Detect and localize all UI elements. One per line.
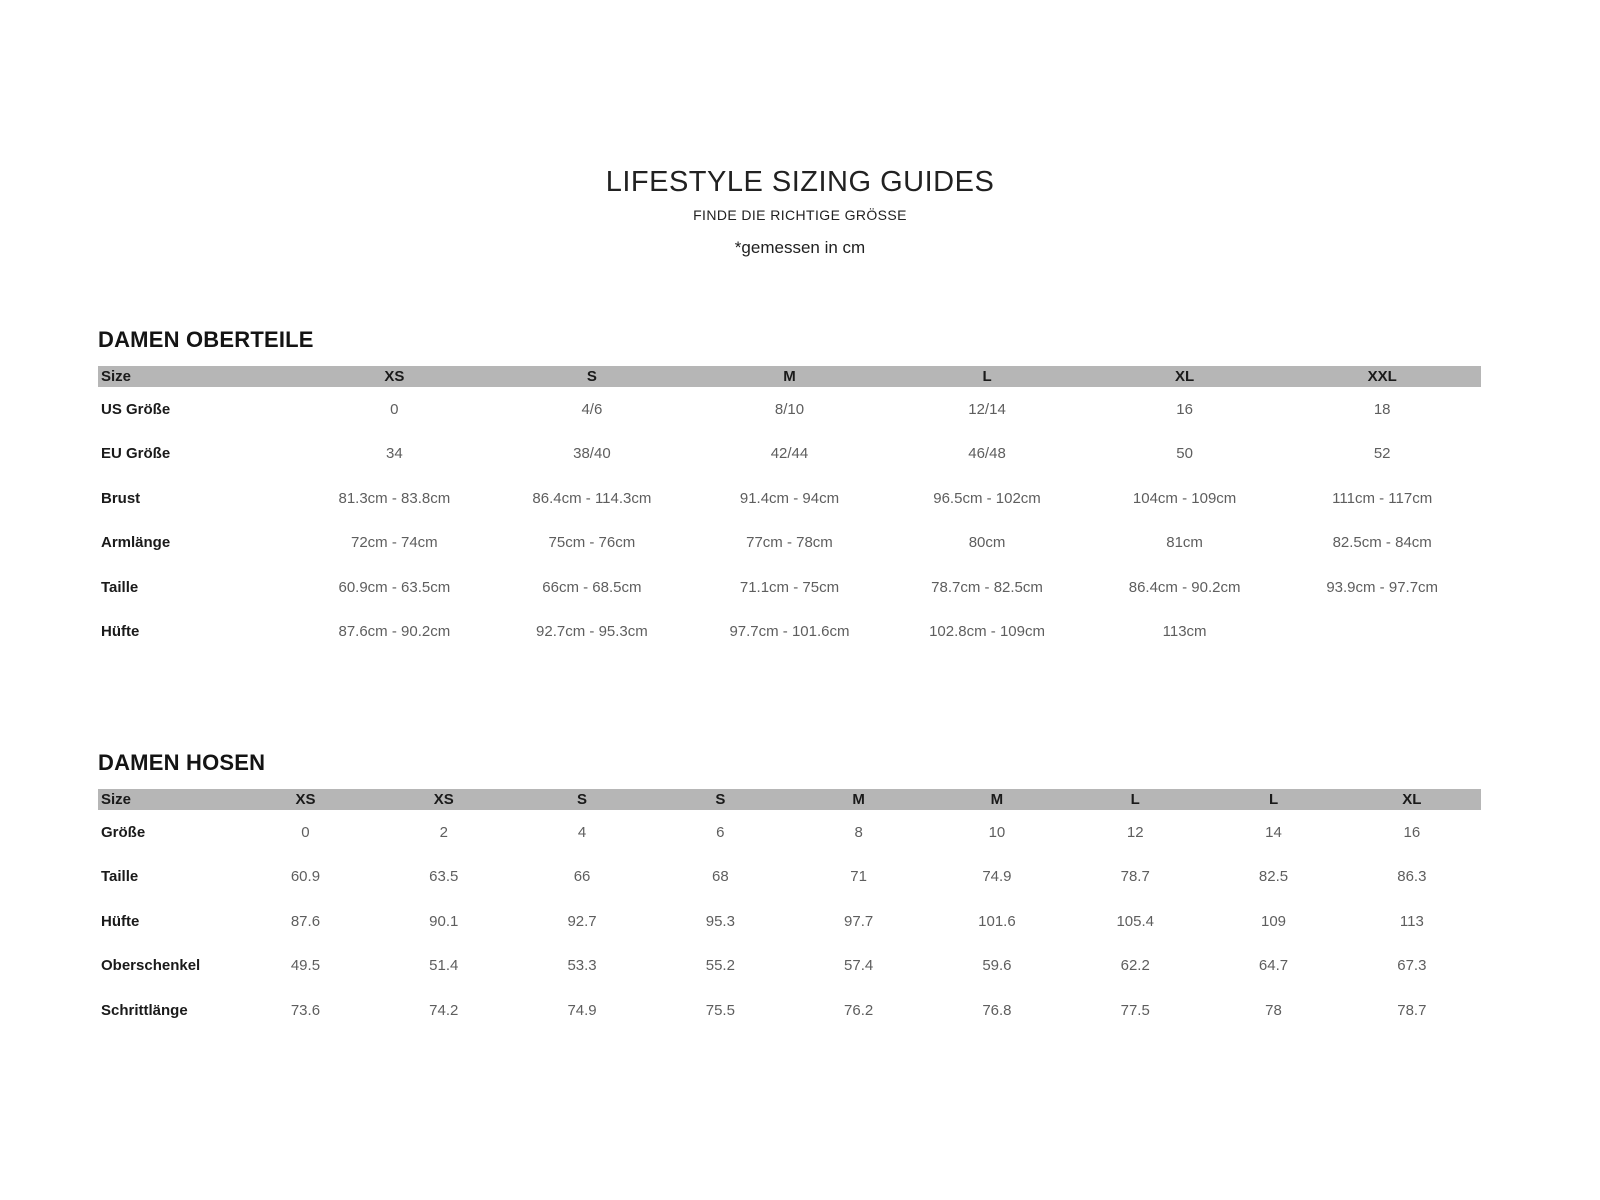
size-value-cell: 86.4cm - 90.2cm <box>1128 578 1241 596</box>
table-row <box>98 899 1481 944</box>
size-value-cell: 76.8 <box>982 1001 1012 1019</box>
size-value-cell: 92.7cm - 95.3cm <box>536 623 648 641</box>
size-value-cell: 71 <box>850 868 867 886</box>
size-value-cell: 90.1 <box>429 912 459 930</box>
size-value-cell: 113cm <box>1162 623 1207 641</box>
size-column-header-s-4: S <box>651 789 789 810</box>
size-value-cell: 87.6cm - 90.2cm <box>338 623 451 641</box>
size-value-cell: 87.6 <box>290 912 321 930</box>
size-column-header-xs-2: XS <box>375 789 513 810</box>
size-value-cell: 105.4 <box>1116 912 1154 930</box>
size-value-cell: 46/48 <box>968 445 1006 463</box>
section-heading-damen-oberteile: DAMEN OBERTEILE <box>98 327 314 352</box>
size-value-cell: 55.2 <box>705 957 735 975</box>
size-value-cell: 76.2 <box>844 1001 874 1019</box>
size-value-cell: 71.1cm - 75cm <box>739 578 840 596</box>
size-column-header-xs-1: XS <box>236 789 374 810</box>
size-value-cell: 16 <box>1403 823 1421 841</box>
size-value-cell: 72cm - 74cm <box>350 534 438 552</box>
size-column-label-header: Size <box>98 366 296 387</box>
damen-hosen-table <box>98 789 1481 1033</box>
size-value-cell: 34 <box>386 445 403 463</box>
size-value-cell: 78.7 <box>1397 1001 1427 1019</box>
size-value-cell: 77.5 <box>1120 1001 1150 1019</box>
size-value-cell: 74.2 <box>429 1001 459 1019</box>
size-value-cell: 81.3cm - 83.8cm <box>338 489 451 507</box>
damen-oberteile-table <box>98 366 1481 654</box>
row-label: Hüfte <box>101 912 140 930</box>
size-value-cell: 60.9 <box>290 868 321 886</box>
size-value-cell: 81cm <box>1166 534 1203 552</box>
size-column-header-xl-5: XL <box>1086 366 1284 387</box>
size-value-cell: 78.7 <box>1120 868 1150 886</box>
row-label: US Größe <box>101 400 171 418</box>
size-value-cell: 95.3 <box>705 912 735 930</box>
size-column-header-m-5: M <box>789 789 927 810</box>
size-value-cell: 97.7cm - 101.6cm <box>729 623 850 641</box>
row-label: Taille <box>101 578 139 596</box>
size-value-cell: 75cm - 76cm <box>548 534 636 552</box>
size-value-cell: 91.4cm - 94cm <box>739 489 840 507</box>
row-label: Armlänge <box>101 534 171 552</box>
size-value-cell: 6 <box>716 823 725 841</box>
size-column-header-m-6: M <box>928 789 1066 810</box>
size-column-header-s-3: S <box>513 789 651 810</box>
size-value-cell: 74.9 <box>982 868 1012 886</box>
size-value-cell: 80cm <box>968 534 1006 552</box>
size-value-cell: 96.5cm - 102cm <box>933 489 1041 507</box>
size-value-cell: 38/40 <box>573 445 611 463</box>
size-value-cell: 93.9cm - 97.7cm <box>1326 578 1439 596</box>
size-value-cell: 14 <box>1265 823 1282 841</box>
size-value-cell: 111cm - 117cm <box>1332 489 1433 507</box>
table-row <box>98 810 1481 855</box>
size-value-cell: 42/44 <box>770 445 809 463</box>
table-row <box>98 432 1481 477</box>
size-value-cell: 104cm - 109cm <box>1132 489 1237 507</box>
page-title: LIFESTYLE SIZING GUIDES <box>605 166 995 198</box>
size-value-cell: 97.7 <box>844 912 874 930</box>
size-value-cell: 82.5cm - 84cm <box>1332 534 1432 552</box>
size-value-cell: 78 <box>1265 1001 1282 1019</box>
size-value-cell: 73.6 <box>290 1001 321 1019</box>
size-value-cell: 82.5 <box>1258 868 1289 886</box>
size-value-cell: 51.4 <box>429 957 459 975</box>
size-value-cell: 66 <box>573 868 591 886</box>
table-row <box>98 387 1481 432</box>
size-value-cell: 4 <box>577 823 587 841</box>
row-label: Größe <box>101 823 146 841</box>
page-subtitle: FINDE DIE RICHTIGE GRÖSSE <box>693 207 907 223</box>
size-value-cell: 52 <box>1373 445 1391 463</box>
table-row <box>98 855 1481 900</box>
size-value-cell: 10 <box>988 823 1006 841</box>
size-value-cell: 78.7cm - 82.5cm <box>931 578 1043 596</box>
size-value-cell: 0 <box>390 400 399 418</box>
size-value-cell: 59.6 <box>982 957 1012 975</box>
size-value-cell: 75.5 <box>705 1001 735 1019</box>
size-value-cell: 74.9 <box>567 1001 597 1019</box>
size-value-cell: 60.9cm - 63.5cm <box>338 578 451 596</box>
table-header-row <box>98 366 1481 387</box>
size-column-header-xl-9: XL <box>1343 789 1481 810</box>
size-value-cell: 8/10 <box>774 400 805 418</box>
measurement-note: *gemessen in cm <box>734 238 866 257</box>
size-value-cell: 113 <box>1399 912 1424 930</box>
table-row <box>98 521 1481 566</box>
size-value-cell: 63.5 <box>429 868 459 886</box>
table-row <box>98 565 1481 610</box>
size-value-cell: 57.4 <box>844 957 874 975</box>
content-area <box>98 327 1481 1033</box>
size-value-cell: 64.7 <box>1258 957 1289 975</box>
row-label: EU Größe <box>101 445 171 463</box>
size-column-header-xxl-6: XXL <box>1283 366 1481 387</box>
section-heading-damen-hosen: DAMEN HOSEN <box>98 750 266 775</box>
table-row <box>98 944 1481 989</box>
table-header-row <box>98 789 1481 810</box>
size-value-cell: 49.5 <box>290 957 321 975</box>
row-label: Schrittlänge <box>101 1001 188 1019</box>
size-value-cell: 92.7 <box>567 912 597 930</box>
size-value-cell: 68 <box>711 868 729 886</box>
size-value-cell: 2 <box>439 823 448 841</box>
size-value-cell: 66cm - 68.5cm <box>542 578 642 596</box>
size-column-header-xs-1: XS <box>296 366 494 387</box>
table-row <box>98 610 1481 655</box>
damen-hosen-section <box>98 750 1481 1033</box>
size-value-cell: 67.3 <box>1397 957 1427 975</box>
size-value-cell: 8 <box>854 823 863 841</box>
row-label: Oberschenkel <box>101 957 201 975</box>
size-column-header-m-3: M <box>691 366 889 387</box>
table-row <box>98 988 1481 1033</box>
row-label: Brust <box>101 489 141 507</box>
size-value-cell <box>1283 610 1481 655</box>
size-value-cell: 77cm - 78cm <box>746 534 833 552</box>
size-column-header-l-8: L <box>1204 789 1342 810</box>
size-value-cell: 102.8cm - 109cm <box>929 623 1045 641</box>
size-value-cell: 0 <box>301 823 310 841</box>
size-column-header-s-2: S <box>493 366 691 387</box>
row-label: Taille <box>101 868 139 886</box>
row-label: Hüfte <box>101 623 140 641</box>
size-value-cell: 109 <box>1261 912 1287 930</box>
size-value-cell: 53.3 <box>567 957 597 975</box>
size-value-cell: 18 <box>1373 400 1391 418</box>
size-value-cell: 12/14 <box>968 400 1006 418</box>
size-column-label-header: Size <box>98 789 236 810</box>
table-row <box>98 476 1481 521</box>
size-value-cell: 12 <box>1126 823 1144 841</box>
size-value-cell: 86.3 <box>1397 868 1427 886</box>
page-header <box>0 0 1600 258</box>
size-column-header-l-4: L <box>888 366 1086 387</box>
size-value-cell: 86.4cm - 114.3cm <box>532 489 652 507</box>
damen-oberteile-section <box>98 327 1481 654</box>
size-value-cell: 16 <box>1176 400 1193 418</box>
size-value-cell: 101.6 <box>978 912 1016 930</box>
size-value-cell: 62.2 <box>1120 957 1150 975</box>
size-value-cell: 50 <box>1176 445 1193 463</box>
size-column-header-l-7: L <box>1066 789 1204 810</box>
size-value-cell: 4/6 <box>581 400 603 418</box>
